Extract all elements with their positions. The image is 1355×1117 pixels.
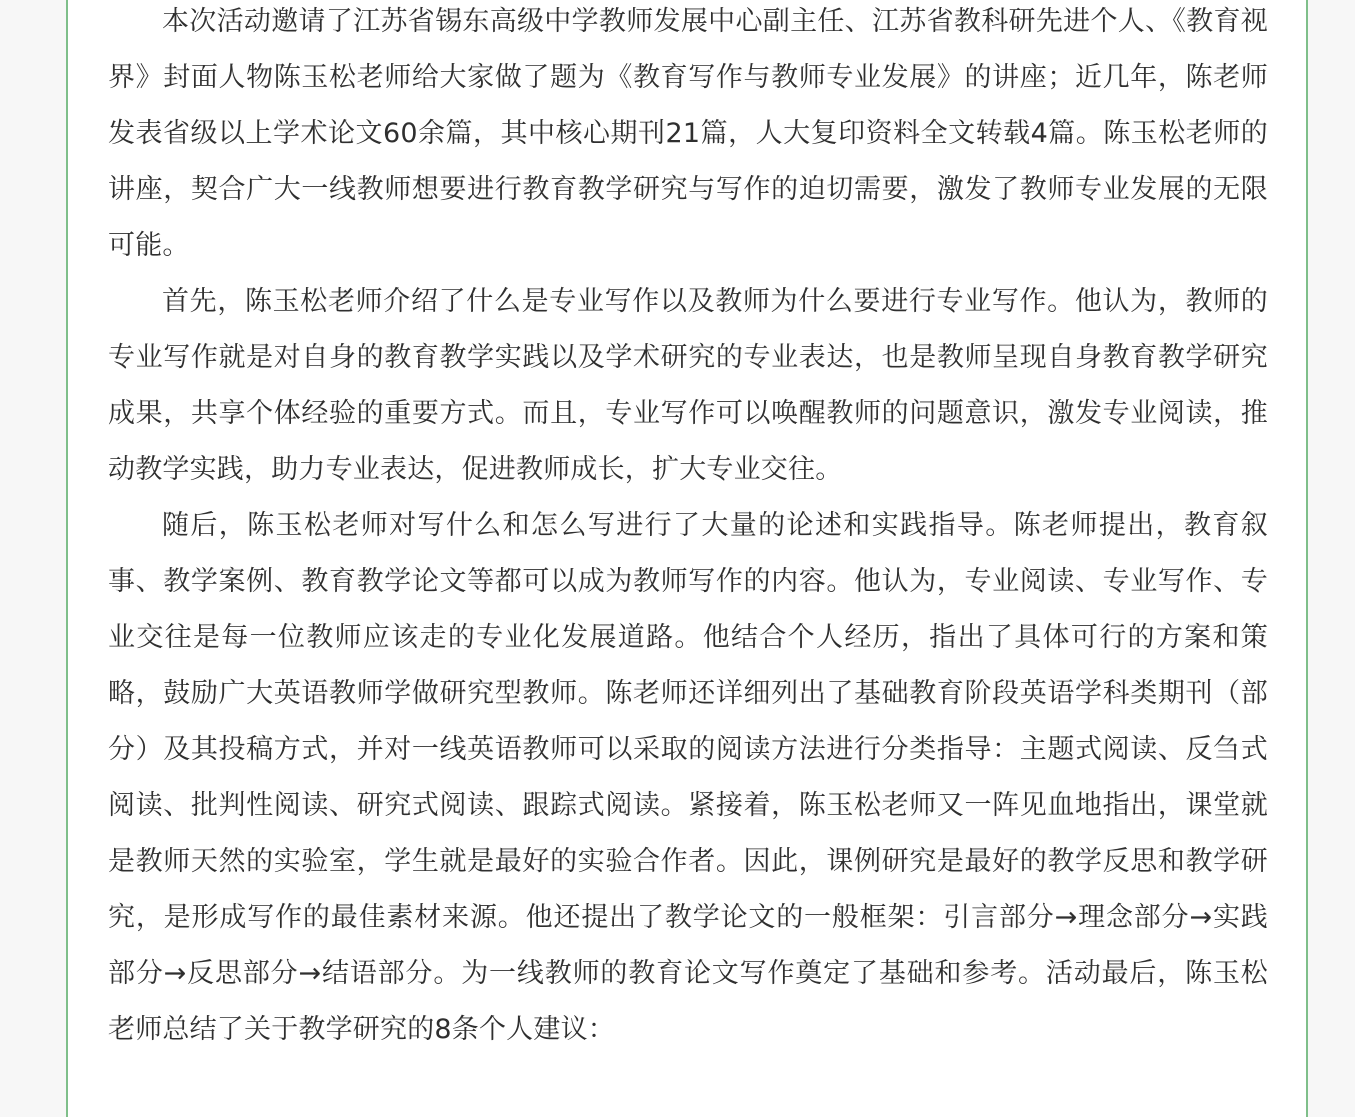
article-panel	[66, 0, 1308, 1117]
paragraph-writing-guidance: 随后，陈玉松老师对写什么和怎么写进行了大量的论述和实践指导。陈老师提出，教育叙事、教学案例、教育教学论文等都可以成为教师写作的内容。他认为，专业阅读、专业写作、专业交往是每一位教师应该走的专业化发展道路。他结合个人经历，指出了具体可行的方案和策略，鼓励广大英语教师学做研究型教师。陈老师还详细列出了基础教育阶段英语学科类期刊（部分）及其投稿方式，并对一线英语教师可以采取的阅读方法进行分类指导：主题式阅读、反刍式阅读、批判性阅读、研究式阅读、跟踪式阅读。紧接着，陈玉松老师又一阵见血地指出，课堂就是教师天然的实验室，学生就是最好的实验合作者。因此，课例研究是最好的教学反思和教学研究，是形成写作的最佳素材来源。他还提出了教学论文的一般框架：引言部分→理念部分→实践部分→反思部分→结语部分。为一线教师的教育论文写作奠定了基础和参考。活动最后，陈玉松老师总结了关于教学研究的8条个人建议：	[108, 510, 1268, 1045]
article-body	[108, 0, 1268, 1058]
paragraph-professional-writing: 首先，陈玉松老师介绍了什么是专业写作以及教师为什么要进行专业写作。他认为，教师的专业写作就是对自身的教育教学实践以及学术研究的专业表达，也是教师呈现自身教育教学研究成果，共享个体经验的重要方式。而且，专业写作可以唤醒教师的问题意识，激发专业阅读，推动教学实践，助力专业表达，促进教师成长，扩大专业交往。	[108, 286, 1268, 485]
paragraph-intro: 本次活动邀请了江苏省锡东高级中学教师发展中心副主任、江苏省教科研先进个人、《教育视界》封面人物陈玉松老师给大家做了题为《教育写作与教师专业发展》的讲座；近几年，陈老师发表省级以上学术论文60余篇，其中核心期刊21篇，人大复印资料全文转载4篇。陈玉松老师的讲座，契合广大一线教师想要进行教育教学研究与写作的迫切需要，激发了教师专业发展的无限可能。	[108, 6, 1268, 261]
